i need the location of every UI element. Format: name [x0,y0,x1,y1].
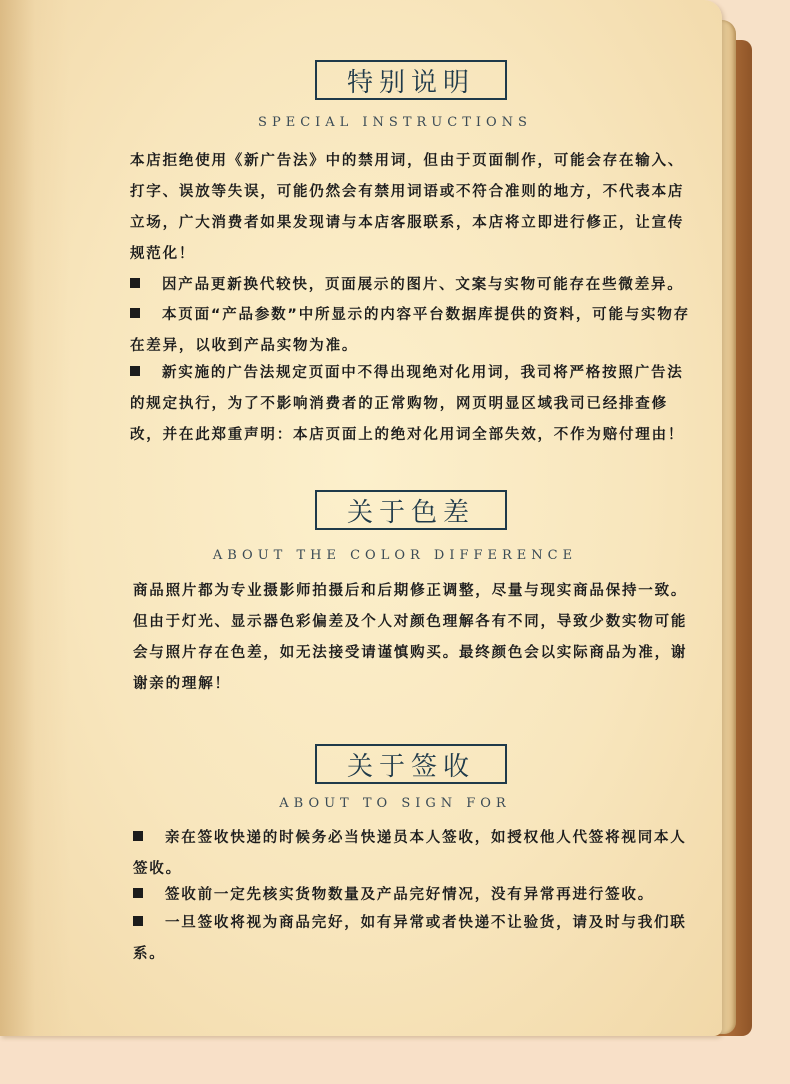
bullet-square-icon [130,366,140,376]
sign-bullet-3 [133,908,698,970]
special-bullet-2-text: 本页面“产品参数”中所显示的内容平台数据库提供的资料，可能与实物存在差异，以收到产品实物为准。 [130,307,690,354]
sign-bullet-3-text: 一旦签收将视为商品完好，如有异常或者快递不让验货，请及时与我们联系。 [133,915,687,962]
bullet-square-icon [133,831,143,841]
sign-bullet-1 [133,823,698,885]
spine-shadow [0,0,70,1036]
bullet-square-icon [133,888,143,898]
color-difference-paragraph: 商品照片都为专业摄影师拍摄后和后期修正调整，尽量与现实商品保持一致。但由于灯光、显示器色彩偏差及个人对颜色理解各有不同，导致少数实物可能会与照片存在色差，如无法接受请谨慎购买。最终颜色会以实际商品为准，谢谢亲的理解！ [133,583,688,692]
section-title-color-difference: 关于色差 [315,490,507,530]
bullet-square-icon [130,308,140,318]
special-bullet-1 [130,270,690,301]
section-title-sign-for: 关于签收 [315,744,507,784]
special-instructions-paragraph: 本店拒绝使用《新广告法》中的禁用词，但由于页面制作，可能会存在输入、打字、误放等失误，可能仍然会有禁用词语或不符合准则的地方，不代表本店立场，广大消费者如果发现请与本店客服联系，本店将立即进行修正，让宣传规范化！ [130,153,685,262]
bullet-square-icon [130,278,140,288]
section-title-special-instructions: 特别说明 [315,60,507,100]
section-subtitle-color-difference: ABOUT THE COLOR DIFFERENCE [212,548,578,563]
special-bullet-2 [130,300,690,362]
sign-bullet-2-text: 签收前一定先核实货物数量及产品完好情况，没有异常再进行签收。 [165,887,654,903]
special-bullet-3 [130,358,690,451]
section-subtitle-special-instructions: SPECIAL INSTRUCTIONS [258,115,532,130]
special-bullet-1-text: 因产品更新换代较快，页面展示的图片、文案与实物可能存在些微差异。 [162,277,684,293]
bullet-square-icon [133,916,143,926]
section-subtitle-sign-for: ABOUT TO SIGN FOR [279,796,511,811]
sign-bullet-1-text: 亲在签收快递的时候务必当快递员本人签收，如授权他人代签将视同本人签收。 [133,830,687,877]
background-band [0,1040,790,1084]
sign-bullet-2 [133,880,698,911]
special-bullet-3-text: 新实施的广告法规定页面中不得出现绝对化用词，我司将严格按照广告法的规定执行，为了不影响消费者的正常购物，网页明显区域我司已经排查修改，并在此郑重声明：本店页面上的绝对化用词全部失效，不作为赔付理由！ [130,365,685,443]
